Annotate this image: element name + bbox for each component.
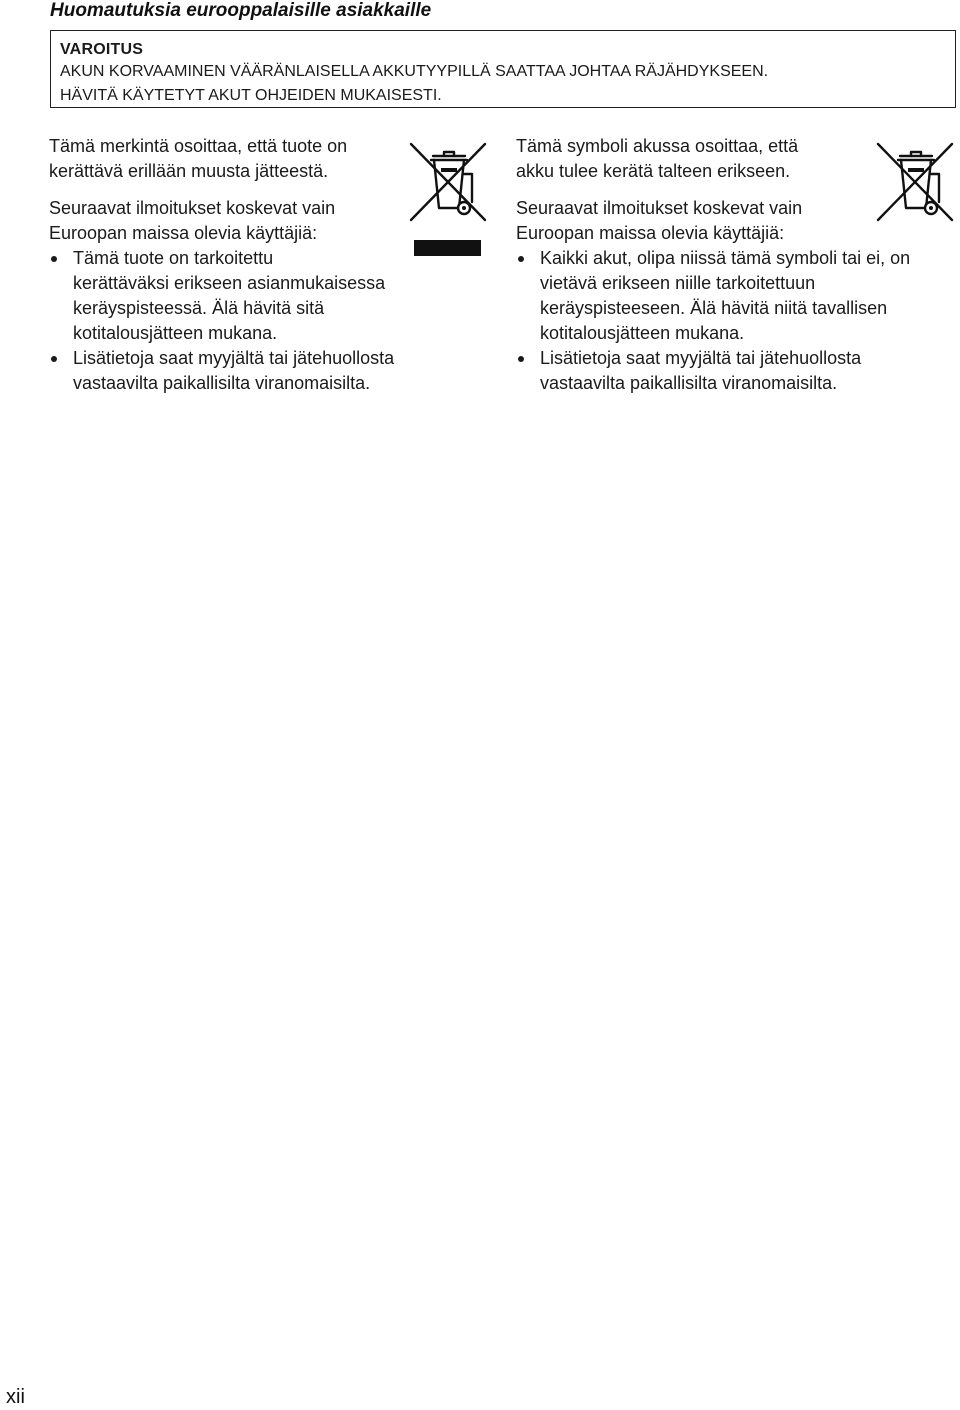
solid-bar-symbol [414, 240, 481, 256]
left-notice-line-1: Seuraavat ilmoitukset koskevat vain [49, 198, 336, 218]
right-notice-line-2: Euroopan maissa olevia käyttäjiä: [516, 223, 785, 243]
page-number: xii [6, 1386, 25, 1408]
left-bullet-1-line-4: kotitalousjätteen mukana. [73, 323, 278, 343]
left-intro-line-2: kerättävä erillään muusta jätteestä. [49, 161, 329, 181]
left-intro [49, 134, 449, 184]
right-bullet-2-line-1: Lisätietoja saat myyjältä tai jätehuollosta [540, 348, 862, 368]
right-bullet-1-line-4: kotitalousjätteen mukana. [540, 323, 745, 343]
left-bullet-list [49, 246, 449, 396]
right-bullet-2 [516, 346, 958, 396]
right-intro-line-2: akku tulee kerätä talteen erikseen. [516, 161, 791, 181]
warning-box [50, 30, 956, 108]
left-intro-line-1: Tämä merkintä osoittaa, että tuote on [49, 136, 348, 156]
left-bullet-1-line-2: kerättäväksi erikseen asianmukaisessa [73, 273, 386, 293]
right-bullet-1-line-2: vietävä erikseen niille tarkoitettuun [540, 273, 816, 293]
right-intro-line-1: Tämä symboli akussa osoittaa, että [516, 136, 799, 156]
left-bullet-1-line-3: keräyspisteessä. Älä hävitä sitä [73, 298, 325, 318]
left-notice-line-2: Euroopan maissa olevia käyttäjiä: [49, 223, 318, 243]
right-bullet-2-line-2: vastaavilta paikallisilta viranomaisilta. [540, 373, 838, 393]
left-bullet-2-line-1: Lisätietoja saat myyjältä tai jätehuollosta [73, 348, 395, 368]
left-bullet-1-line-1: Tämä tuote on tarkoitettu [73, 248, 274, 268]
section-heading: Huomautuksia eurooppalaisille asiakkaille [50, 0, 432, 21]
left-bullet-2-line-2: vastaavilta paikallisilta viranomaisilta. [73, 373, 371, 393]
right-notice-line-1: Seuraavat ilmoitukset koskevat vain [516, 198, 803, 218]
left-bullet-1 [49, 246, 449, 346]
crossed-out-wheelie-bin-icon [409, 138, 489, 228]
warning-line-2: HÄVITÄ KÄYTETYT AKUT OHJEIDEN MUKAISESTI. [60, 87, 442, 104]
warning-title: VAROITUS [60, 41, 144, 58]
left-bullet-2 [49, 346, 449, 396]
warning-line-1: AKUN KORVAAMINEN VÄÄRÄNLAISELLA AKKUTYYPILLÄ SAATTAA JOHTAA RÄJÄHDYKSEEN. [60, 63, 769, 80]
left-column [49, 134, 449, 396]
right-bullet-1-line-3: keräyspisteeseen. Älä hävitä niitä tavallisen [540, 298, 888, 318]
crossed-out-wheelie-bin-icon [876, 138, 956, 228]
left-notice [49, 196, 449, 246]
right-bullet-1 [516, 246, 958, 346]
right-bullet-list [516, 246, 958, 396]
right-bullet-1-line-1: Kaikki akut, olipa niissä tämä symboli tai ei, on [540, 248, 911, 268]
